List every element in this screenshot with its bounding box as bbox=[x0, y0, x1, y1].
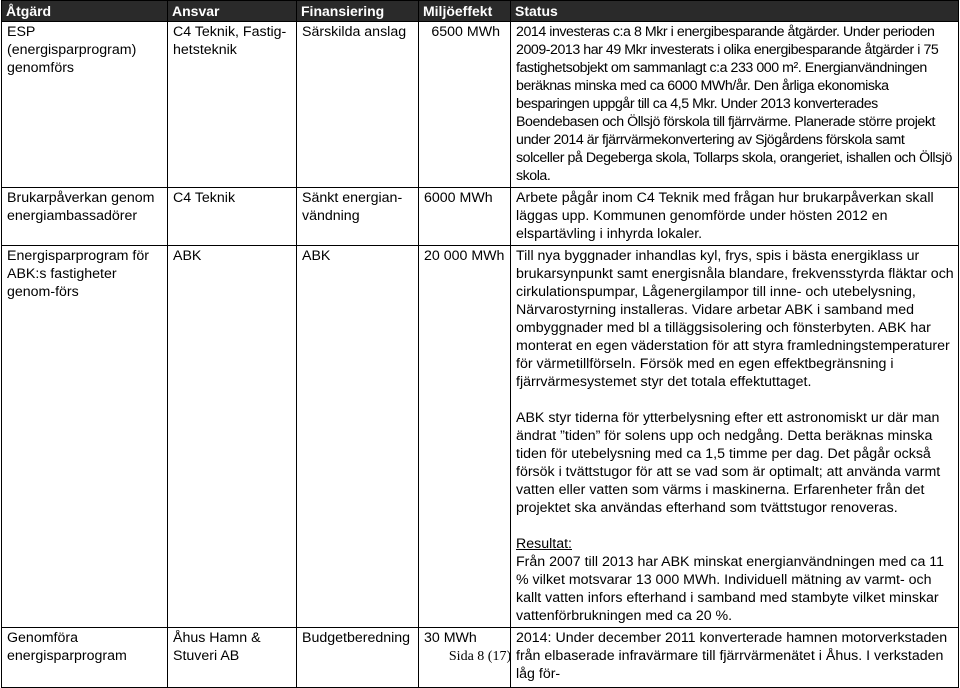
cell-miljoeffekt: 30 MWh bbox=[419, 628, 511, 688]
cell-finansiering: ABK bbox=[297, 246, 419, 628]
cell-ansvar: ABK bbox=[168, 246, 297, 628]
cell-miljoeffekt: 20 000 MWh bbox=[419, 246, 511, 628]
table-header-row bbox=[2, 1, 959, 22]
cell-atgard: Brukarpåverkan genom energiambassadörer bbox=[2, 188, 168, 246]
header-finansiering: Finansiering bbox=[297, 1, 419, 22]
cell-miljoeffekt: 6000 MWh bbox=[419, 188, 511, 246]
status-result-heading: Resultat: bbox=[516, 536, 572, 552]
cell-finansiering: Budgetberedning bbox=[297, 628, 419, 688]
header-status: Status bbox=[511, 1, 959, 22]
cell-finansiering: Särskilda anslag bbox=[297, 22, 419, 188]
cell-status: 2014: Under december 2011 konverterade hamnen motorverkstaden från elbaserade infravärmare till fjärrvärmenätet i Åhus. I verkstaden låg för- bbox=[511, 628, 959, 688]
cell-atgard: Energisparprogram för ABK:s fastigheter genom-förs bbox=[2, 246, 168, 628]
cell-atgard: Genomföra energisparprogram bbox=[2, 628, 168, 688]
page-number: Sida 8 (17) bbox=[448, 649, 512, 664]
table-row bbox=[2, 188, 959, 246]
cell-status: Arbete pågår inom C4 Teknik med frågan hur brukarpåverkan skall läggas upp. Kommunen genomförde under hösten 2012 en elspartävling i inhyrda lokaler. bbox=[511, 188, 959, 246]
status-paragraph: Från 2007 till 2013 har ABK minskat energianvändningen med ca 11 % vilket motsvarar 13 000 MWh. Individuell mätning av varmt- och kallt vatten infors efterhand i samband med stambyte vilket minskar vattenförbrukningen med ca 20 %. bbox=[516, 554, 944, 624]
cell-ansvar: Åhus Hamn & Stuveri AB bbox=[168, 628, 297, 688]
cell-miljoeffekt: 6500 MWh bbox=[419, 22, 511, 188]
header-ansvar: Ansvar bbox=[168, 1, 297, 22]
header-miljoeffekt: Miljöeffekt bbox=[419, 1, 511, 22]
table-row bbox=[2, 22, 959, 188]
status-paragraph: ABK styr tiderna för ytterbelysning efter ett astronomiskt ur där man ändrat ”tiden” för solens upp och nedgång. Detta beräknas minska tiden för utebelysning med ca 1,5 timme per dag. Det pågår också försök i tvättstugor för att se vad som är optimalt; att använda varmt vatten eller vatten som värms i maskinerna. Erfarenheter från det projektet ska användas efterhand som tvättstugor renoveras. bbox=[516, 410, 941, 516]
table-row bbox=[2, 246, 959, 628]
cell-atgard: ESP (energisparprogram) genomförs bbox=[2, 22, 168, 188]
cell-status: 2014 investeras c:a 8 Mkr i energibesparande åtgärder. Under perioden 2009-2013 har 49 Mkr investerats i olika energibesparande åtgärder i 75 fastighetsobjekt om sammanlagt c:a 233 000 m². Energianvändningen beräknas minska med ca 6000 MWh/år. Den årliga ekonomiska besparingen uppgår till ca 4,5 Mkr. Under 2013 konverterades Boendebasen och Öllsjö förskola till fjärrvärme. Planerade större projekt under 2014 är fjärrvärmekonvertering av Sjögårdens förskola samt solceller på Degeberga skola, Tollarps skola, orangeriet, ishallen och Öllsjö skola. bbox=[511, 22, 959, 188]
cell-finansiering: Sänkt energian-vändning bbox=[297, 188, 419, 246]
cell-ansvar: C4 Teknik bbox=[168, 188, 297, 246]
status-paragraph: Till nya byggnader inhandlas kyl, frys, spis i bästa energiklass ur brukarsynpunkt samt energisnåla blandare, frekvensstyrda fläktar och cirkulationspumpar, Lågenergilampor till inne- och utebelysning, Närvarostyrning installeras. Vidare arbetar ABK i samband med ombyggnader med bl a tilläggsisolering och fönsterbyten. ABK har monterat en egen väderstation för att styra framledningstemperaturer för värmetillförseln. Försök med en egen effektbegränsning i fjärrvärmesystemet styr det totala effektuttaget. bbox=[516, 248, 954, 390]
cell-status bbox=[511, 246, 959, 628]
action-table bbox=[1, 0, 959, 688]
cell-ansvar: C4 Teknik, Fastig-hetsteknik bbox=[168, 22, 297, 188]
header-atgard: Åtgärd bbox=[2, 1, 168, 22]
